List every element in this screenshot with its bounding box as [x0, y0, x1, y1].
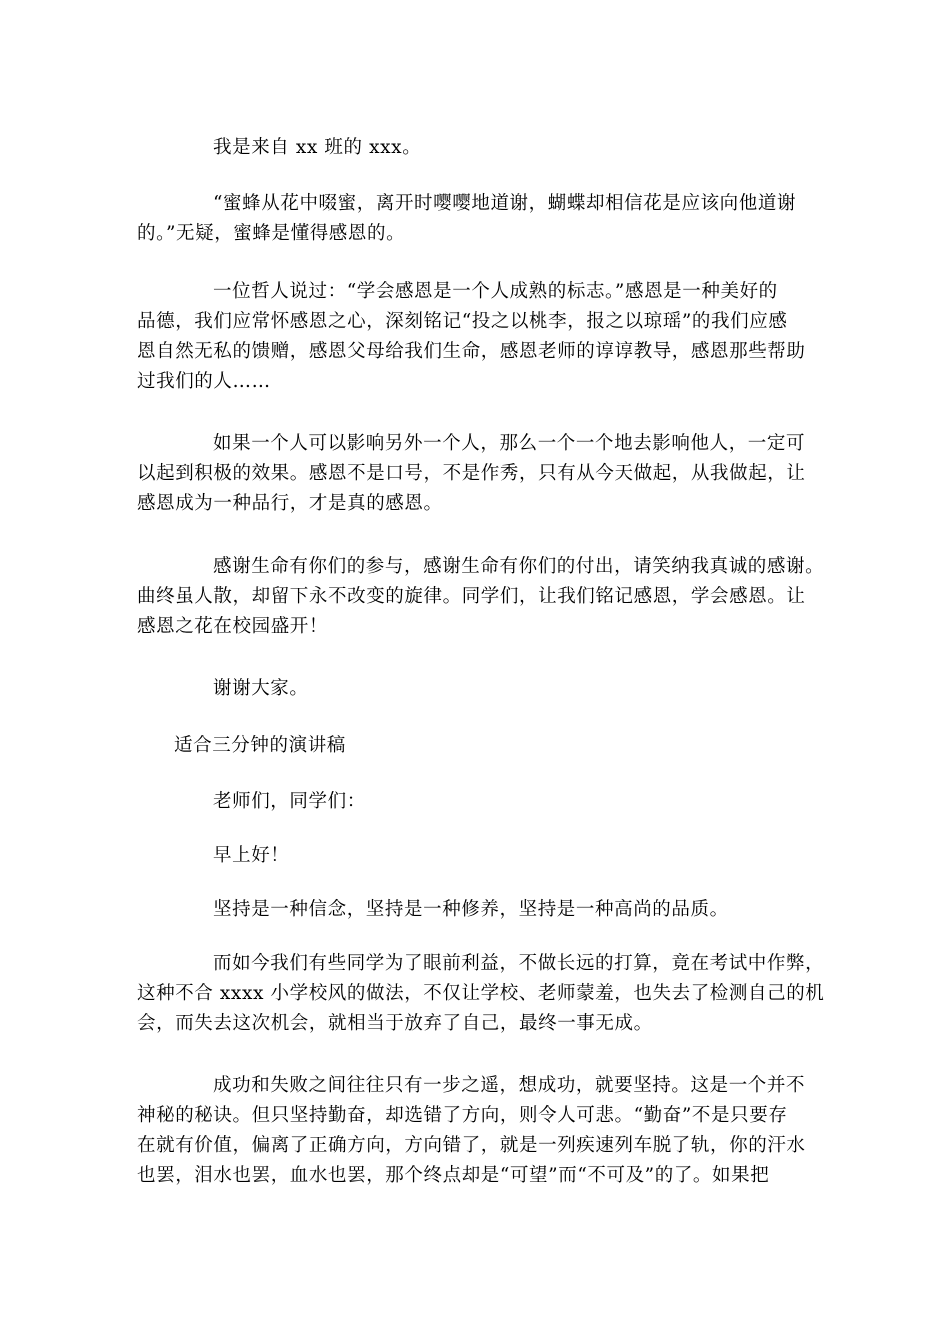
paragraph-line: 而如今我们有些同学为了眼前利益，不做长远的打算，竟在考试中作弊，: [213, 953, 825, 974]
paragraph-line: 谢谢大家。: [213, 678, 309, 699]
paragraph-10: [137, 949, 825, 1039]
paragraph-line: 恩自然无私的馈赠，感恩父母给我们生命，感恩老师的谆谆教导，感恩那些帮助: [137, 341, 806, 362]
paragraph-line: 坚持是一种信念，坚持是一种修养，坚持是一种高尚的品质。: [213, 899, 729, 920]
paragraph-line: 也罢，泪水也罢，血水也罢，那个终点却是“可望”而“不可及”的了。如果把: [137, 1165, 770, 1186]
paragraph-line: 会，而失去这次机会，就相当于放弃了自己，最终一事无成。: [137, 1013, 653, 1034]
paragraph-7: [137, 787, 817, 817]
paragraph-8: [137, 841, 817, 871]
paragraph-line: 神秘的秘诀。但只坚持勤奋，却选错了方向，则令人可悲。“勤奋”不是只要存: [137, 1105, 788, 1126]
paragraph-line: 感谢生命有你们的参与，感谢生命有你们的付出，请笑纳我真诚的感谢。: [213, 556, 825, 577]
paragraph-line: 一位哲人说过：“学会感恩是一个人成熟的标志。”感恩是一种美好的: [213, 281, 778, 302]
paragraph-line: 早上好！: [213, 845, 290, 866]
paragraph-line: 我是来自 xx 班的 xxx。: [213, 137, 422, 158]
paragraph-line: 品德，我们应常怀感恩之心，深刻铭记“投之以桃李，报之以琼瑶”的我们应感: [137, 311, 788, 332]
paragraph-line: “蜜蜂从花中啜蜜，离开时嘤嘤地道谢，蝴蝶却相信花是应该向他道谢: [213, 193, 797, 214]
section-heading: 适合三分钟的演讲稿: [174, 735, 346, 756]
paragraph-line: 如果一个人可以影响另外一个人，那么一个一个地去影响他人，一定可: [213, 433, 806, 454]
paragraph-line: 的。”无疑，蜜蜂是懂得感恩的。: [137, 223, 406, 244]
paragraph-line: 过我们的人……: [137, 371, 271, 392]
paragraph-line: 曲终虽人散，却留下永不改变的旋律。同学们，让我们铭记感恩，学会感恩。让: [137, 586, 806, 607]
paragraph-5: [137, 552, 825, 642]
paragraph-line: 以起到积极的效果。感恩不是口号，不是作秀，只有从今天做起，从我做起，让: [137, 463, 806, 484]
paragraph-line: 感恩之花在校园盛开！: [137, 616, 329, 637]
paragraph-2: [137, 189, 817, 249]
paragraph-6: [137, 674, 817, 704]
paragraph-11: [137, 1071, 817, 1191]
paragraph-line: 成功和失败之间往往只有一步之遥，想成功，就要坚持。这是一个并不: [213, 1075, 806, 1096]
paragraph-line: 在就有价值，偏离了正确方向，方向错了，就是一列疾速列车脱了轨，你的汗水: [137, 1135, 806, 1156]
paragraph-line: 老师们，同学们：: [213, 791, 366, 812]
paragraph-9: [137, 895, 817, 925]
paragraph-4: [137, 429, 817, 519]
paragraph-1: [137, 133, 817, 163]
paragraph-line: 这种不合 xxxx 小学校风的做法，不仅让学校、老师蒙羞，也失去了检测自己的机: [137, 983, 825, 1004]
paragraph-line: 感恩成为一种品行，才是真的感恩。: [137, 493, 443, 514]
paragraph-3: [137, 277, 817, 397]
